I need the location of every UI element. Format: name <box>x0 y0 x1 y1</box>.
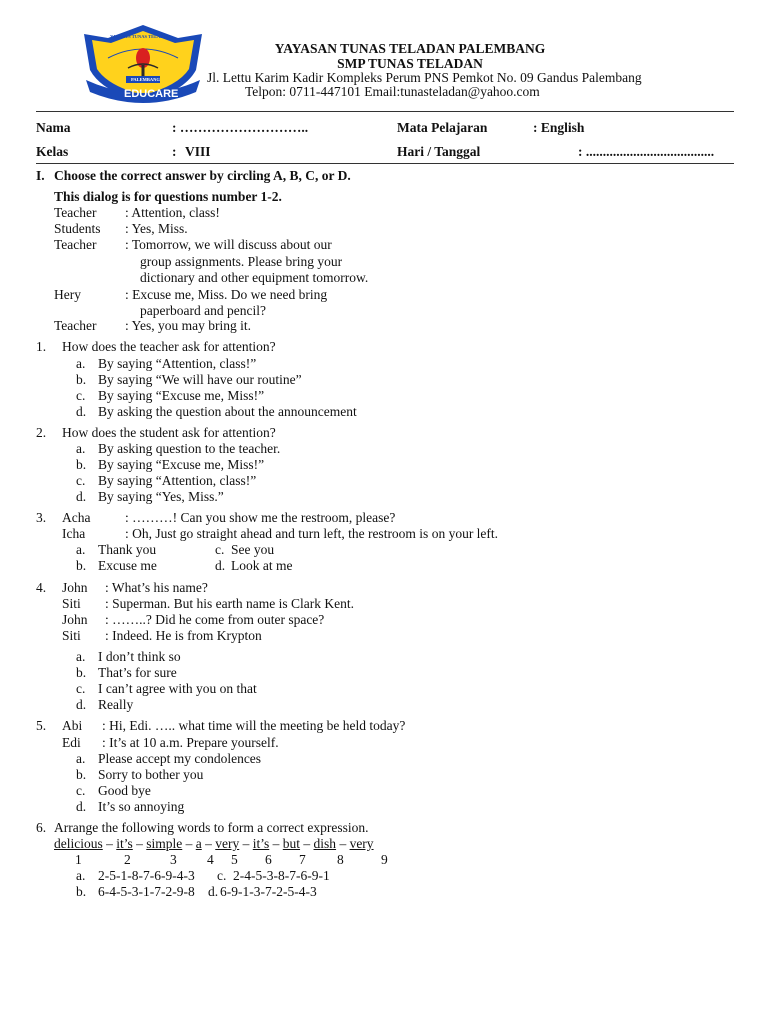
nama-label: Nama <box>36 120 71 135</box>
word-token: simple <box>146 836 183 851</box>
word-separator: – <box>185 836 193 851</box>
word-token: very <box>215 836 240 851</box>
option-letter[interactable]: a. <box>76 868 86 883</box>
option-letter[interactable]: a. <box>76 356 86 371</box>
dialog-speaker: Siti <box>62 596 81 611</box>
option-text: By saying “Yes, Miss.” <box>98 489 224 504</box>
dialog-line: dictionary and other equipment tomorrow. <box>140 270 369 285</box>
option-letter[interactable]: d. <box>76 404 87 419</box>
question-number: 5. <box>36 718 47 733</box>
word-token: it’s <box>116 836 133 851</box>
word-token: it’s <box>252 836 270 851</box>
option-text: Good bye <box>98 783 151 798</box>
dialog-line: : Excuse me, Miss. Do we need bring <box>125 287 328 302</box>
question-number: 6. <box>36 820 47 835</box>
dialog-speaker: Teacher <box>54 205 97 220</box>
logo-top-text: YAYASAN TUNAS TELADAN <box>110 34 171 39</box>
dialog-line: group assignments. Please bring your <box>140 254 343 269</box>
logo-ribbon-text: EDUCARE <box>124 88 179 100</box>
option-text: Sorry to bother you <box>98 767 204 782</box>
dialog-speaker: John <box>62 580 88 595</box>
question-number: 3. <box>36 510 47 525</box>
word-separator: – <box>339 836 347 851</box>
word-list <box>54 836 374 852</box>
option-text: See you <box>231 542 275 557</box>
option-letter[interactable]: c. <box>76 473 86 488</box>
option-text: Look at me <box>231 558 293 573</box>
option-letter[interactable]: b. <box>76 767 87 782</box>
option-text: Thank you <box>98 542 157 557</box>
option-text: Excuse me <box>98 558 157 573</box>
option-text: By saying “Attention, class!” <box>98 473 257 488</box>
dialog-speaker: Siti <box>62 628 81 643</box>
dialog-line: : ………! Can you show me the restroom, please? <box>125 510 396 525</box>
dialog-line: paperboard and pencil? <box>140 303 266 318</box>
dialog-line: : Yes, you may bring it. <box>125 318 252 333</box>
school-address: Jl. Lettu Karim Kadir Kompleks Perum PNS Pemkot No. 09 Gandus Palembang <box>207 70 642 85</box>
kelas-value: VIII <box>185 144 211 159</box>
dialog-speaker: Teacher <box>54 318 97 333</box>
option-text: Really <box>98 697 134 712</box>
dialog-speaker: Teacher <box>54 237 97 252</box>
word-number: 9 <box>381 852 388 867</box>
option-text: By asking the question about the announcement <box>98 404 357 419</box>
nama-value: : ……………………….. <box>172 120 309 135</box>
dialog-speaker: Acha <box>62 510 91 525</box>
dialog-line: : Superman. But his earth name is Clark Kent. <box>105 596 354 611</box>
dialog-speaker: Icha <box>62 526 86 541</box>
option-text: By asking question to the teacher. <box>98 441 281 456</box>
option-text: Please accept my condolences <box>98 751 262 766</box>
option-letter[interactable]: d. <box>76 799 87 814</box>
option-letter[interactable]: c. <box>76 783 86 798</box>
word-token: very <box>349 836 374 851</box>
option-text: 2-4-5-3-8-7-6-9-1 <box>233 868 330 883</box>
option-letter[interactable]: d. <box>215 558 226 573</box>
option-text: It’s so annoying <box>98 799 185 814</box>
option-letter[interactable]: b. <box>76 884 87 899</box>
word-separator: – <box>205 836 212 851</box>
dialog-line: : Indeed. He is from Krypton <box>105 628 262 643</box>
option-text: By saying “Excuse me, Miss!” <box>98 457 265 472</box>
word-number: 3 <box>170 852 177 867</box>
word-number: 4 <box>207 852 214 867</box>
question-number: 1. <box>36 339 47 354</box>
word-number: 7 <box>299 852 306 867</box>
option-text: By saying “Attention, class!” <box>98 356 257 371</box>
word-number: 8 <box>337 852 344 867</box>
header-divider <box>36 111 734 112</box>
option-text: 6-9-1-3-7-2-5-4-3 <box>220 884 317 899</box>
option-letter[interactable]: c. <box>215 542 225 557</box>
option-letter[interactable]: c. <box>76 681 86 696</box>
hari-label: Hari / Tanggal <box>397 144 481 159</box>
option-letter[interactable]: b. <box>76 457 87 472</box>
dialog-line: : Hi, Edi. ….. what time will the meeting be held today? <box>102 718 406 733</box>
word-separator: – <box>136 836 143 851</box>
school-contact: Telpon: 0711-447101 Email:tunasteladan@yahoo.com <box>245 84 540 99</box>
dialog-line: : Attention, class! <box>125 205 220 220</box>
option-text: By saying “Excuse me, Miss!” <box>98 388 265 403</box>
word-token: dish <box>313 836 337 851</box>
option-text: 6-4-5-3-1-7-2-9-8 <box>98 884 195 899</box>
option-letter[interactable]: a. <box>76 542 86 557</box>
kelas-colon: : <box>172 144 177 159</box>
dialog-speaker: Edi <box>62 735 81 750</box>
option-letter[interactable]: c. <box>76 388 86 403</box>
option-text: I can’t agree with you on that <box>98 681 257 696</box>
word-number: 1 <box>75 852 82 867</box>
kelas-label: Kelas <box>36 144 69 159</box>
option-text: By saying “We will have our routine” <box>98 372 302 387</box>
option-letter[interactable]: d. <box>76 697 87 712</box>
option-letter[interactable]: a. <box>76 649 86 664</box>
option-letter[interactable]: b. <box>76 558 87 573</box>
question-text: How does the student ask for attention? <box>62 425 276 440</box>
dialog-intro: This dialog is for questions number 1-2. <box>54 189 282 204</box>
dialog-line: : Yes, Miss. <box>125 221 188 236</box>
word-token: a <box>195 836 202 851</box>
word-number: 6 <box>265 852 272 867</box>
question-number: 4. <box>36 580 47 595</box>
option-letter[interactable]: d. <box>208 884 219 899</box>
option-letter[interactable]: b. <box>76 665 87 680</box>
dialog-speaker: Students <box>54 221 101 236</box>
word-token: but <box>282 836 301 851</box>
option-letter[interactable]: a. <box>76 751 86 766</box>
option-text: I don’t think so <box>98 649 181 664</box>
logo-city-text: PALEMBANG <box>131 77 160 82</box>
word-token: delicious <box>54 836 103 851</box>
option-text: 2-5-1-8-7-6-9-4-3 <box>98 868 195 883</box>
word-separator: – <box>106 836 113 851</box>
option-letter[interactable]: a. <box>76 441 86 456</box>
option-letter[interactable]: d. <box>76 489 87 504</box>
dialog-speaker: Hery <box>54 287 81 302</box>
dialog-line: : Tomorrow, we will discuss about our <box>125 237 332 252</box>
word-separator: – <box>272 836 280 851</box>
dialog-line: : Oh, Just go straight ahead and turn left, the restroom is on your left. <box>125 526 499 541</box>
word-separator: – <box>242 836 250 851</box>
dialog-speaker: John <box>62 612 88 627</box>
question-text: How does the teacher ask for attention? <box>62 339 276 354</box>
section-instruction: Choose the correct answer by circling A, B, C, or D. <box>54 168 351 183</box>
dialog-line: : It’s at 10 a.m. Prepare yourself. <box>102 735 279 750</box>
question-number: 2. <box>36 425 47 440</box>
dialog-line: : ……..? Did he come from outer space? <box>105 612 325 627</box>
option-letter[interactable]: b. <box>76 372 87 387</box>
word-number: 5 <box>231 852 238 867</box>
section-number: I. <box>36 168 45 183</box>
word-separator: – <box>303 836 311 851</box>
hari-value: : ...................................... <box>578 144 715 159</box>
dialog-speaker: Abi <box>62 718 83 733</box>
option-text: That’s for sure <box>98 665 177 680</box>
dialog-line: : What’s his name? <box>105 580 208 595</box>
mapel-label: Mata Pelajaran <box>397 120 488 135</box>
school-name: SMP TUNAS TELADAN <box>337 56 483 71</box>
foundation-name: YAYASAN TUNAS TELADAN PALEMBANG <box>274 41 546 56</box>
identity-divider <box>36 163 734 164</box>
option-letter[interactable]: c. <box>217 868 227 883</box>
word-number: 2 <box>124 852 131 867</box>
question-text: Arrange the following words to form a correct expression. <box>54 820 369 835</box>
mapel-value: : English <box>533 120 585 135</box>
